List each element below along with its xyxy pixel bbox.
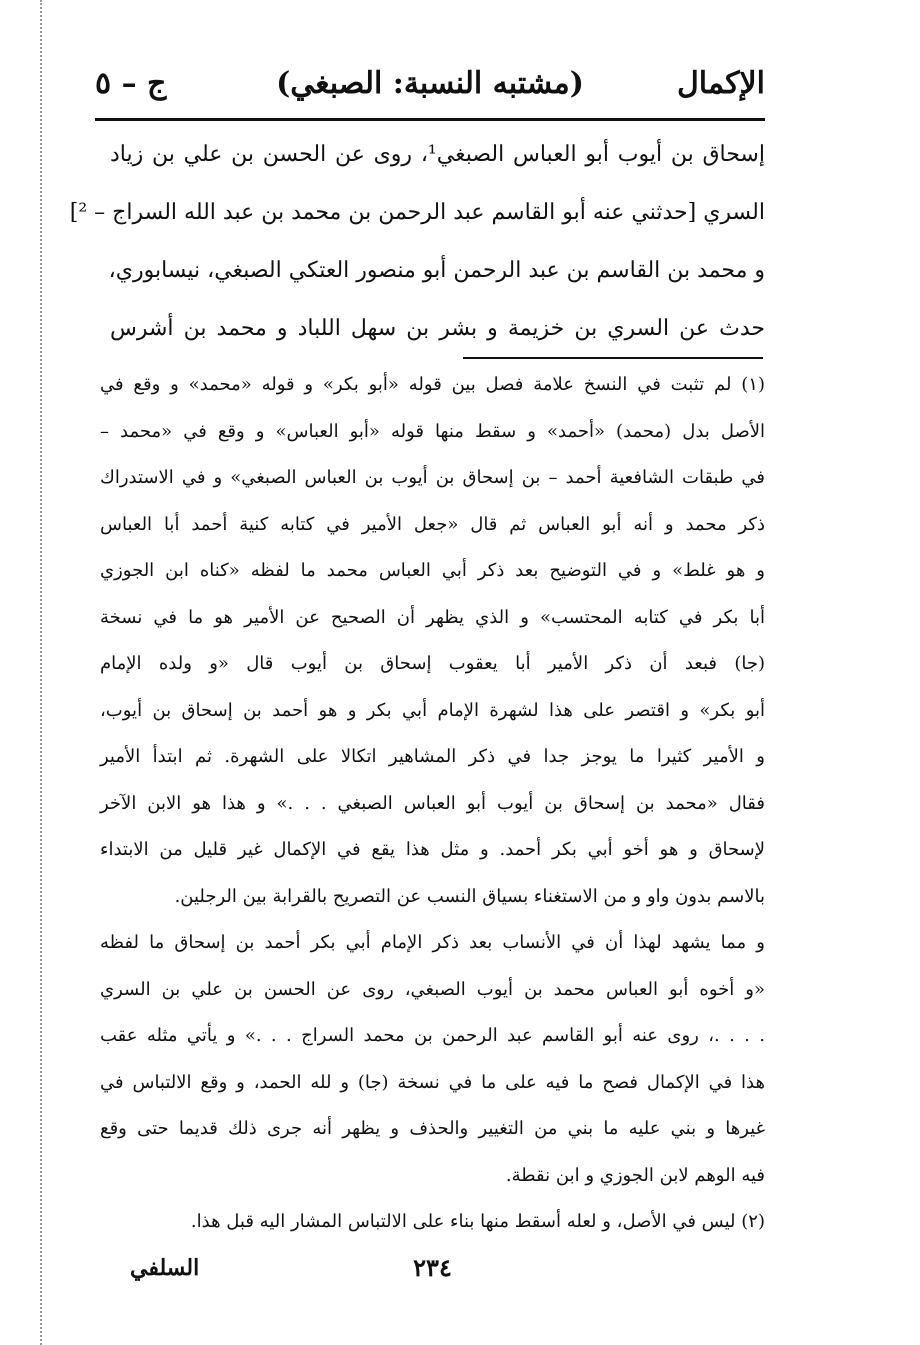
footnote-line: (١) لم تثبت في النسخ علامة فصل بين قوله «أبو بكر» و قوله «محمد» و وقع في xyxy=(100,374,765,395)
book-title: الإكمال xyxy=(676,66,765,101)
footnote-line: الأصل بدل (محمد) «أحمد» و سقط منها قوله «أبو العباس» و وقع في «محمد – xyxy=(100,420,765,442)
footnote-line: . . . .، روى عنه أبو القاسم عبد الرحمن بن محمد السراج . . .» و يأتي مثله عقب xyxy=(100,1025,765,1046)
page-footer xyxy=(100,1248,765,1288)
section-title: (مشتبه النسبة: الصبغي) xyxy=(276,66,584,101)
footnote-line: «و أخوه أبو العباس محمد بن أيوب الصبغي، روى عن الحسن بن علي بن السري xyxy=(100,978,765,1000)
footnote-line: بالاسم بدون واو و من الاستغناء بسياق النسب عن التصريح بالقرابة بين الرجلين. xyxy=(174,885,765,907)
footnote-line: في طبقات الشافعية أحمد – بن إسحاق بن أيوب بن العباس الصبغي» و في الاستدراك xyxy=(100,467,765,488)
footnote-line: فقال «محمد بن إسحاق بن أيوب أبو العباس الصبغي . . .» و هذا هو الابن الآخر xyxy=(100,792,765,814)
footnote-line: فيه الوهم لابن الجوزي و ابن نقطة. xyxy=(505,1164,765,1186)
main-line: السري [حدثني عنه أبو القاسم عبد الرحمن بن محمد بن عبد الله السراج – ²] xyxy=(69,200,765,225)
footnote-line: (٢) ليس في الأصل، و لعله أسقط منها بناء على الالتباس المشار اليه قبل هذا. xyxy=(190,1211,765,1232)
signature-mark: السلفي xyxy=(130,1255,200,1281)
footnote-line: هذا في الإكمال فصح ما فيه على ما في نسخة (جا) و لله الحمد، و وقع الالتباس في xyxy=(100,1071,765,1093)
footnote-line: ذكر محمد و أنه أبو العباس ثم قال «جعل الأمير في كتابه كنية أحمد أبا العباس xyxy=(100,513,765,535)
footnote-line: غيرها و بني عليه ما بني من التغيير والحذف و يظهر أنه جرى ذلك قديما حتى وقع xyxy=(100,1118,765,1139)
main-text xyxy=(69,126,765,358)
page-edge-dots xyxy=(40,0,42,1345)
footnote-separator xyxy=(463,357,763,359)
footnote-line: أبا بكر في كتابه المحتسب» و الذي يظهر أن الصحيح عن الأمير هو ما في نسخة xyxy=(100,606,765,628)
main-line: و محمد بن القاسم بن عبد الرحمن أبو منصور العتكي الصبغي، نيسابوري، xyxy=(108,258,765,283)
footnote-line: و هو غلط» و في التوضيح بعد ذكر أبي العباس محمد ما لفظه «كناه ابن الجوزي xyxy=(100,560,765,581)
page-number: ٢٣٤ xyxy=(413,1253,452,1282)
footnote-line: و مما يشهد لهذا أن في الأنساب بعد ذكر الإمام أبي بكر أحمد بن إسحاق ما لفظه xyxy=(100,932,765,953)
footnote-line: (جا) فبعد أن ذكر الأمير أبا يعقوب إسحاق بن أيوب قال «و ولده الإمام xyxy=(100,653,765,674)
footnote-line: أبو بكر» و اقتصر على هذا لشهرة الإمام أبي بكر و هو أحمد بن إسحاق بن أيوب، xyxy=(100,699,765,721)
running-header xyxy=(95,62,765,108)
main-line: حدث عن السري بن خزيمة و بشر بن سهل اللباد و محمد بن أشرس xyxy=(110,316,765,341)
footnote-line: لإسحاق و هو أخو أبي بكر أحمد. و مثل هذا يقع في الإكمال غير قليل من الابتداء xyxy=(100,839,765,860)
footnotes xyxy=(100,362,765,1246)
header-rule xyxy=(95,118,765,121)
volume-label: ج – ٥ xyxy=(95,66,167,101)
footnote-line: و الأمير كثيرا ما يوجز جدا في ذكر المشاهير اتكالا على الشهرة. ثم ابتدأ الأمير xyxy=(100,746,765,767)
main-line: إسحاق بن أيوب أبو العباس الصبغي¹، روى عن الحسن بن علي بن زياد xyxy=(110,142,765,167)
